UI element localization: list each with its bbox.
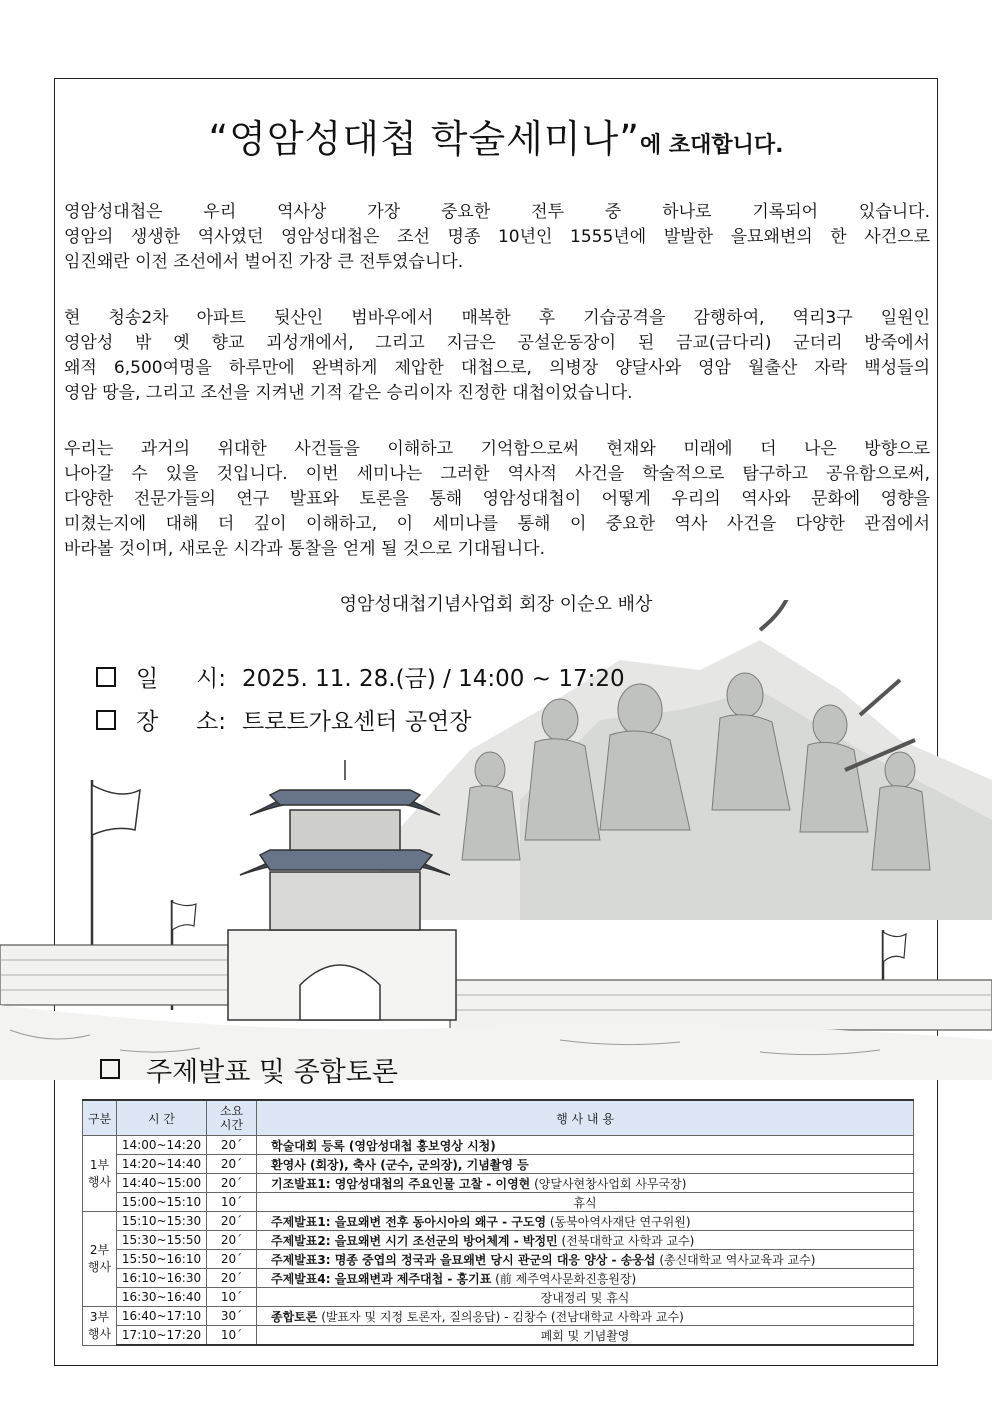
event-detail: (동북아역사재단 연구위원) (546, 1214, 691, 1229)
event-cell (257, 1193, 914, 1212)
duration-cell: 20´ (207, 1155, 257, 1174)
event-cell (257, 1231, 914, 1250)
event-title: 기조발표1: 영암성대첩의 주요인물 고찰 - 이영현 (271, 1176, 531, 1191)
event-detail: (양달사현창사업회 사무국장) (530, 1176, 687, 1191)
paragraph-line: 영암성 밖 옛 향교 괴성개에서, 그리고 지금은 공설운동장이 된 금교(금다리) 군더리 방죽에서 (64, 333, 930, 353)
duration-cell: 10´ (207, 1193, 257, 1212)
table-row (83, 1193, 914, 1212)
paragraph-line: 영암의 생생한 역사였던 영암성대첩은 조선 명종 10년인 1555년에 발발한 을묘왜변의 한 사건으로 (64, 227, 930, 247)
table-row (83, 1307, 914, 1326)
group-label: 1부 행사 (83, 1136, 117, 1212)
date-value: 2025. 11. 28.(금) / 14:00 ~ 17:20 (242, 666, 625, 692)
paragraph-line: 다양한 전문가들의 연구 발표와 토론을 통해 영암성대첩이 어떻게 우리의 역사와 문화에 영향을 (64, 489, 930, 509)
duration-cell: 20´ (207, 1231, 257, 1250)
paragraph-line: 영암 땅을, 그리고 조선을 지켜낸 기적 같은 승리이자 진정한 대첩이었습니다. (64, 383, 633, 403)
table-row (83, 1231, 914, 1250)
checkbox-square-icon (96, 710, 116, 730)
header-group: 구분 (83, 1100, 117, 1136)
event-detail: (발표자 및 지정 토론자, 질의응답) - 김창수 (전남대학교 사학과 교수) (317, 1309, 684, 1324)
time-cell: 16:10~16:30 (117, 1269, 207, 1288)
event-cell (257, 1250, 914, 1269)
checkbox-square-icon (100, 1059, 120, 1079)
duration-cell: 10´ (207, 1326, 257, 1346)
event-title: 주제발표3: 명종 중엽의 정국과 을묘왜변 당시 관군의 대응 양상 - 송웅섭 (271, 1252, 656, 1267)
section-title (100, 1050, 398, 1089)
header-time: 시 간 (117, 1100, 207, 1136)
time-cell: 17:10~17:20 (117, 1326, 207, 1346)
table-row (83, 1326, 914, 1346)
table-row (83, 1269, 914, 1288)
time-cell: 14:20~14:40 (117, 1155, 207, 1174)
duration-cell: 20´ (207, 1136, 257, 1155)
page-title (0, 108, 992, 163)
table-row (83, 1136, 914, 1155)
event-detail: (총신대학교 역사교육과 교수) (655, 1252, 816, 1267)
time-cell: 14:00~14:20 (117, 1136, 207, 1155)
paragraph-line: 바라볼 것이며, 새로운 시각과 통찰을 얻게 될 것으로 기대됩니다. (64, 539, 546, 559)
time-cell: 15:00~15:10 (117, 1193, 207, 1212)
date-line (96, 660, 625, 693)
date-label-1: 일 (136, 666, 159, 692)
group-label: 3부 행사 (83, 1307, 117, 1346)
event-detail: 폐회 및 기념촬영 (540, 1328, 630, 1343)
date-label-2: 시: (196, 666, 226, 692)
table-row (83, 1288, 914, 1307)
paragraph-3 (64, 437, 930, 562)
paragraph-1 (64, 200, 930, 275)
place-value: 트로트가요센터 공연장 (242, 709, 472, 735)
paragraph-line: 왜적 6,500여명을 하루만에 완벽하게 제압한 대첩으로, 의병장 양달사와 영암 월출산 자락 백성들의 (64, 358, 930, 378)
event-title: 환영사 (회장), 축사 (군수, 군의장), 기념촬영 등 (271, 1157, 529, 1172)
event-detail: (전북대학교 사학과 교수) (557, 1233, 695, 1248)
schedule-table (82, 1099, 914, 1346)
group-label: 2부 행사 (83, 1212, 117, 1307)
signature: 영암성대첩기념사업회 회장 이순오 배상 (339, 594, 653, 615)
time-cell: 14:40~15:00 (117, 1174, 207, 1193)
event-detail: (前 제주역사문화진흥원장) (491, 1271, 637, 1286)
duration-cell: 10´ (207, 1288, 257, 1307)
event-cell (257, 1326, 914, 1346)
table-header-row (83, 1100, 914, 1136)
time-cell: 15:10~15:30 (117, 1212, 207, 1231)
event-cell (257, 1307, 914, 1326)
section-title-text: 주제발표 및 종합토론 (146, 1057, 398, 1088)
duration-cell: 20´ (207, 1250, 257, 1269)
duration-cell: 20´ (207, 1174, 257, 1193)
time-cell: 15:50~16:10 (117, 1250, 207, 1269)
place-label-1: 장 (136, 709, 159, 735)
event-title: 종합토론 (271, 1309, 318, 1324)
place-line (96, 703, 472, 736)
event-cell (257, 1288, 914, 1307)
duration-cell: 20´ (207, 1212, 257, 1231)
time-cell: 15:30~15:50 (117, 1231, 207, 1250)
event-cell (257, 1269, 914, 1288)
table-row (83, 1174, 914, 1193)
paragraph-line: 임진왜란 이전 조선에서 벌어진 가장 큰 전투였습니다. (64, 252, 464, 272)
event-cell (257, 1155, 914, 1174)
place-label-2: 소: (196, 709, 226, 735)
event-cell (257, 1174, 914, 1193)
event-cell (257, 1212, 914, 1231)
event-title: 주제발표1: 을묘왜변 전후 동아시아의 왜구 - 구도영 (271, 1214, 547, 1229)
event-detail: 휴식 (573, 1195, 597, 1210)
paragraph-line: 현 청송2차 아파트 뒷산인 범바우에서 매복한 후 기습공격을 감행하여, 역리3구 일원인 (64, 308, 930, 328)
table-row (83, 1250, 914, 1269)
title-suffix: 에 초대합니다. (640, 133, 784, 158)
event-title: 주제발표4: 을묘왜변과 제주대첩 - 홍기표 (271, 1271, 492, 1286)
paragraph-line: 영암성대첩은 우리 역사상 가장 중요한 전투 중 하나로 기록되어 있습니다. (64, 202, 930, 222)
time-cell: 16:40~17:10 (117, 1307, 207, 1326)
event-title: 주제발표2: 을묘왜변 시기 조선군의 방어체계 - 박정민 (271, 1233, 558, 1248)
paragraph-line: 미쳤는지에 대해 더 깊이 이해하고, 이 세미나를 통해 이 중요한 역사 사건을 다양한 관점에서 (64, 514, 930, 534)
title-main: “영암성대첩 학술세미나” (208, 117, 640, 161)
paragraph-2 (64, 306, 930, 406)
event-detail: 장내정리 및 휴식 (540, 1290, 630, 1305)
duration-cell: 30´ (207, 1307, 257, 1326)
time-cell: 16:30~16:40 (117, 1288, 207, 1307)
checkbox-square-icon (96, 667, 116, 687)
event-title: 학술대회 등록 (영암성대첩 홍보영상 시청) (271, 1138, 496, 1153)
event-cell (257, 1136, 914, 1155)
paragraph-line: 우리는 과거의 위대한 사건들을 이해하고 기억함으로써 현재와 미래에 더 나은 방향으로 (64, 439, 930, 459)
header-duration: 소요 시간 (207, 1100, 257, 1136)
table-row (83, 1212, 914, 1231)
paragraph-line: 나아갈 수 있을 것입니다. 이번 세미나는 그러한 역사적 사건을 학술적으로 탐구하고 공유함으로써, (64, 464, 930, 484)
header-content: 행 사 내 용 (257, 1100, 914, 1136)
duration-cell: 20´ (207, 1269, 257, 1288)
table-row (83, 1155, 914, 1174)
